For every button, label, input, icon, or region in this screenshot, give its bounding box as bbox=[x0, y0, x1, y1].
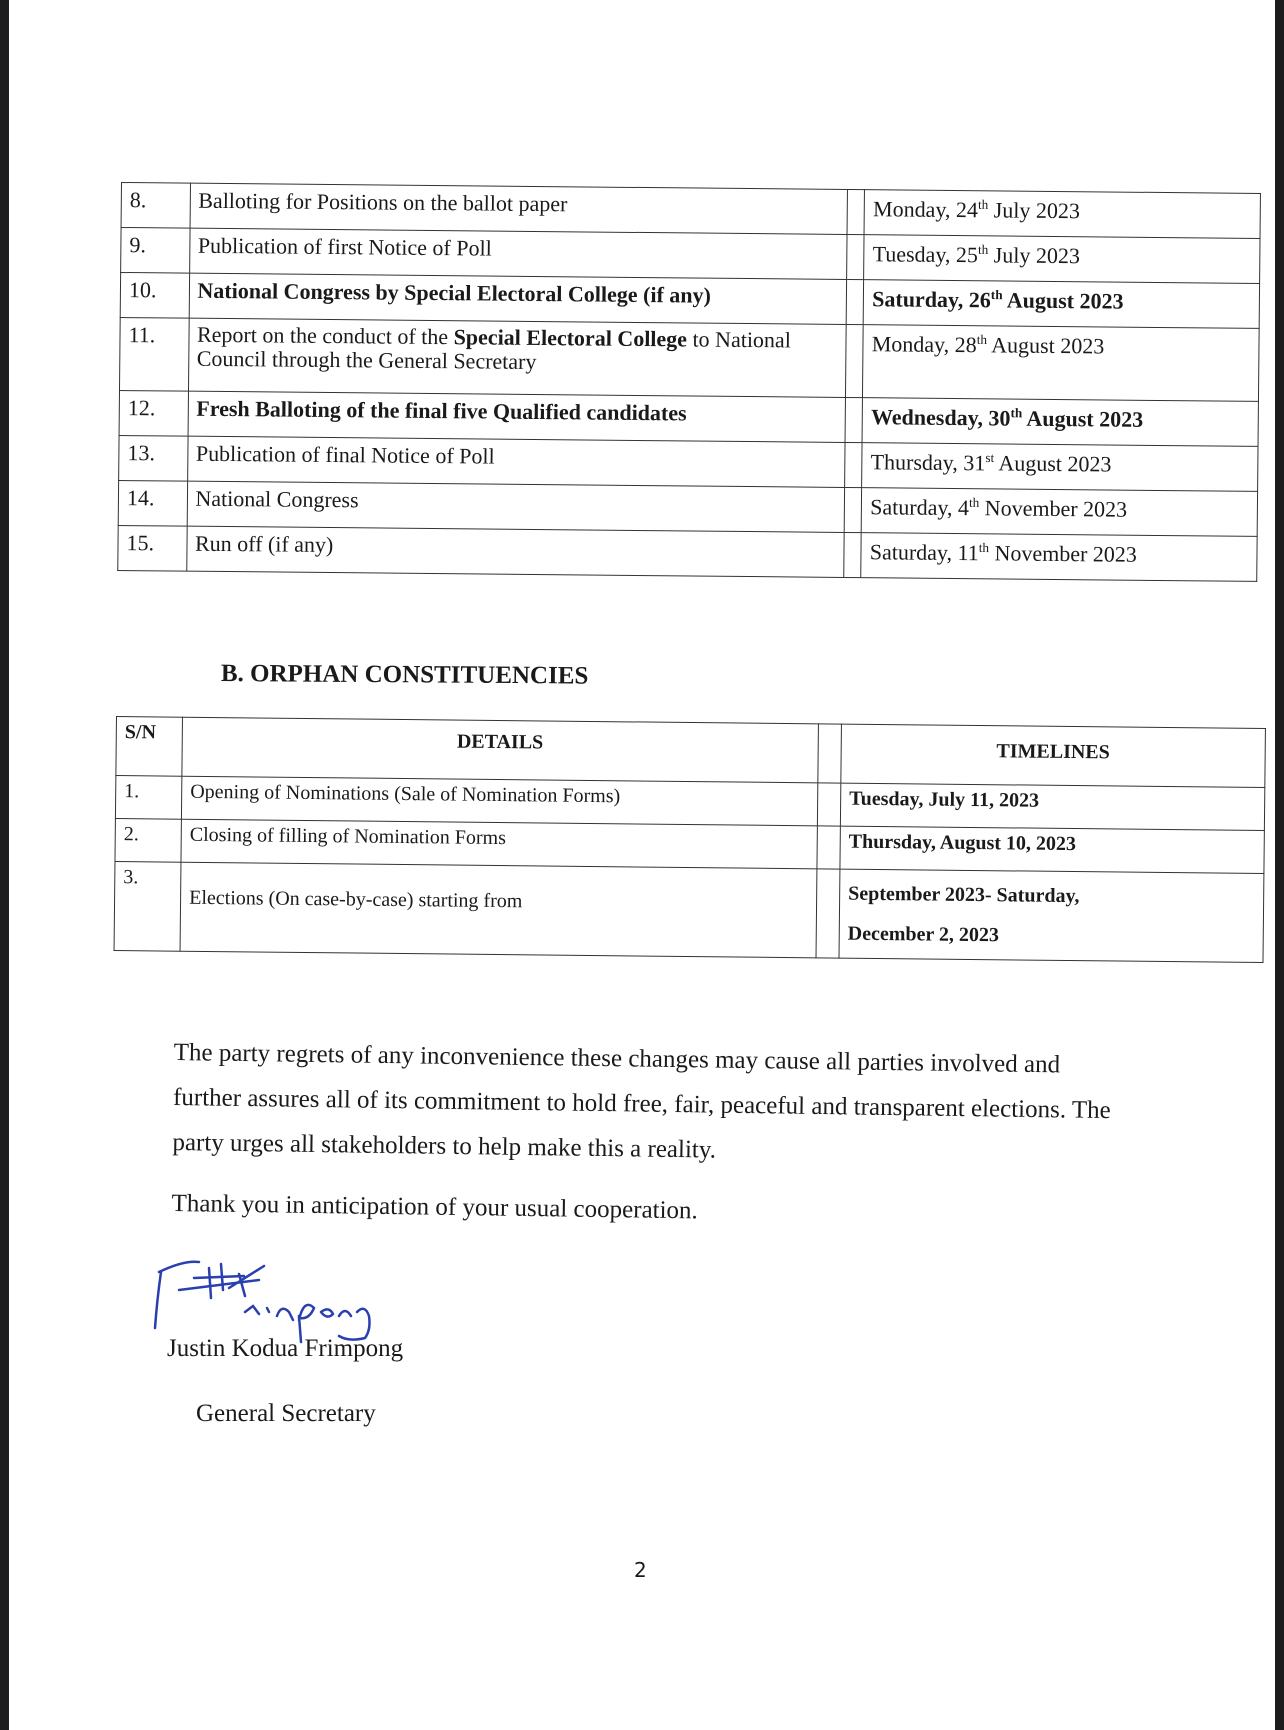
table-row bbox=[119, 317, 1259, 401]
row-timeline: Thursday, August 10, 2023 bbox=[840, 826, 1264, 873]
table-row bbox=[114, 861, 1264, 962]
spacer-cell bbox=[847, 234, 865, 279]
spacer-cell bbox=[845, 442, 863, 487]
spacer-cell bbox=[845, 324, 863, 397]
row-details: National Congress by Special Electoral College (if any) bbox=[189, 273, 847, 324]
row-timeline: Tuesday, July 11, 2023 bbox=[840, 783, 1264, 830]
row-number: 9. bbox=[121, 228, 190, 274]
row-number: 11. bbox=[119, 317, 188, 391]
row-details: Run off (if any) bbox=[186, 526, 844, 577]
spacer-cell bbox=[844, 532, 862, 577]
row-details: Closing of filling of Nomination Forms bbox=[181, 819, 817, 869]
spacer-cell bbox=[847, 189, 865, 234]
schedule-table-continued bbox=[117, 182, 1261, 582]
row-number: 2. bbox=[115, 818, 182, 862]
row-date: Saturday, 26th August 2023 bbox=[863, 280, 1259, 329]
signatory-title: General Secretary bbox=[196, 1400, 376, 1427]
row-date: Saturday, 4th November 2023 bbox=[861, 488, 1257, 537]
row-number: 8. bbox=[121, 183, 190, 229]
spacer-cell bbox=[817, 724, 841, 783]
row-details: Opening of Nominations (Sale of Nomination Forms) bbox=[182, 776, 818, 826]
row-details: Fresh Balloting of the final five Qualified candidates bbox=[188, 391, 846, 442]
row-number: 1. bbox=[115, 776, 182, 820]
row-number: 12. bbox=[119, 390, 188, 436]
row-details: Elections (On case-by-case) starting from bbox=[180, 862, 816, 958]
spacer-cell bbox=[817, 826, 841, 869]
table-row bbox=[118, 525, 1257, 581]
closing-section bbox=[171, 1030, 1134, 1239]
spacer-cell bbox=[845, 397, 863, 442]
spacer-cell bbox=[844, 487, 862, 532]
row-date: Saturday, 11th November 2023 bbox=[861, 533, 1257, 582]
spacer-cell bbox=[816, 869, 840, 958]
row-date: Wednesday, 30th August 2023 bbox=[862, 398, 1258, 447]
row-number: 3. bbox=[114, 861, 181, 951]
document-page bbox=[9, 0, 1275, 1730]
row-date: Monday, 24th July 2023 bbox=[864, 190, 1260, 239]
row-details: Report on the conduct of the Special Electoral College to National Council through the General Secretary bbox=[188, 318, 846, 397]
signatory-name: Justin Kodua Frimpong bbox=[167, 1335, 404, 1362]
row-date: Tuesday, 25th July 2023 bbox=[864, 235, 1260, 284]
row-details: Publication of final Notice of Poll bbox=[187, 436, 845, 487]
header-sn: S/N bbox=[116, 717, 183, 777]
row-number: 15. bbox=[118, 525, 187, 571]
header-timelines: TIMELINES bbox=[841, 724, 1266, 787]
row-details: Publication of first Notice of Poll bbox=[189, 228, 847, 279]
header-details: DETAILS bbox=[182, 717, 818, 783]
orphan-constituencies-table bbox=[114, 716, 1266, 963]
closing-paragraph: The party regrets of any inconvenience these changes may cause all parties involved and further assures all of its commitment to hold free, fair, peaceful and transparent elections. The party urges all stakeholders to help make this a reality. bbox=[172, 1038, 1111, 1164]
spacer-cell bbox=[846, 279, 864, 324]
thanks-line: Thank you in anticipation of your usual cooperation. bbox=[171, 1189, 698, 1225]
row-timeline: September 2023- Saturday, December 2, 2023 bbox=[839, 869, 1264, 962]
row-number: 10. bbox=[120, 273, 189, 319]
spacer-cell bbox=[817, 783, 841, 826]
row-number: 13. bbox=[119, 435, 188, 481]
section-heading: B. ORPHAN CONSTITUENCIES bbox=[220, 660, 589, 690]
row-details: Balloting for Positions on the ballot paper bbox=[190, 183, 848, 234]
row-details: National Congress bbox=[187, 481, 845, 532]
row-date: Monday, 28th August 2023 bbox=[863, 325, 1259, 402]
page-number: 2 bbox=[634, 1558, 647, 1582]
row-number: 14. bbox=[118, 480, 187, 526]
row-date: Thursday, 31st August 2023 bbox=[862, 443, 1258, 492]
